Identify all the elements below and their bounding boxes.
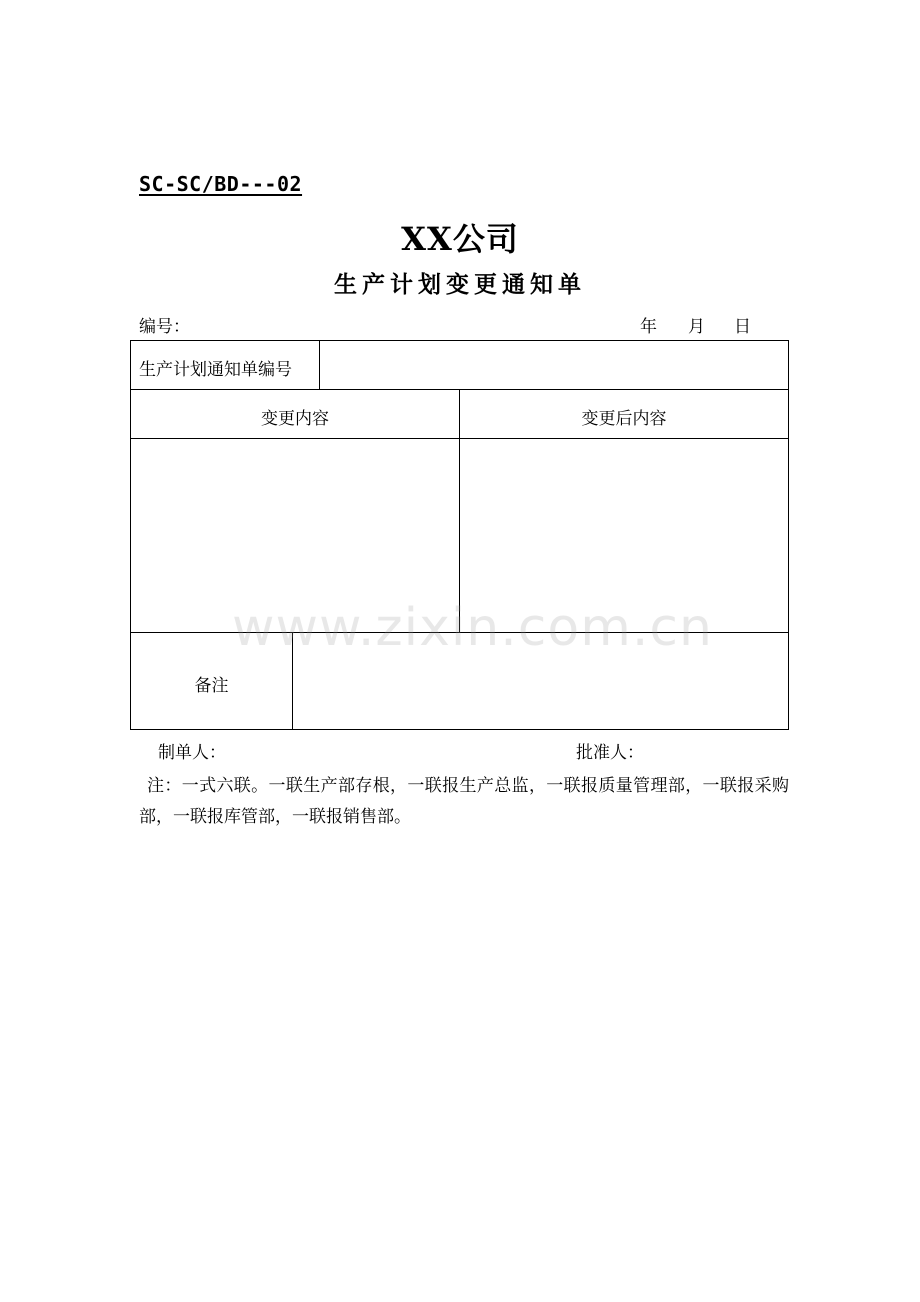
date-line <box>640 312 751 337</box>
change-content-header: 变更内容 <box>131 390 460 438</box>
header-row <box>131 390 788 439</box>
distribution-note: 注：一式六联。一联生产部存根，一联报生产总监，一联报质量管理部，一联报采购部，一联报库管部，一联报销售部。 <box>139 776 789 827</box>
remark-row <box>131 633 788 729</box>
form-title: 生产计划变更通知单 <box>334 272 586 298</box>
plan-number-label: 生产计划通知单编号 <box>131 341 320 389</box>
remark-label: 备注 <box>131 633 293 729</box>
number-label: 编号： <box>139 317 190 337</box>
after-change-header: 变更后内容 <box>581 409 667 429</box>
form-table <box>130 340 789 730</box>
after-change-field[interactable] <box>460 439 788 632</box>
approver-label: 批准人： <box>576 743 644 763</box>
change-content-field[interactable] <box>131 439 460 632</box>
plan-number-field[interactable] <box>320 341 788 389</box>
document-code: SC-SC/BD---02 <box>139 172 303 196</box>
remark-field[interactable] <box>293 633 788 729</box>
year-label: 年 <box>640 317 657 337</box>
plan-number-row <box>131 341 788 390</box>
content-row <box>131 439 788 633</box>
watermark: www.zixin.com.cn <box>232 598 713 658</box>
month-label: 月 <box>688 317 705 337</box>
company-title: XX公司 <box>401 220 519 258</box>
maker-label: 制单人： <box>158 743 226 763</box>
day-label: 日 <box>734 317 751 337</box>
